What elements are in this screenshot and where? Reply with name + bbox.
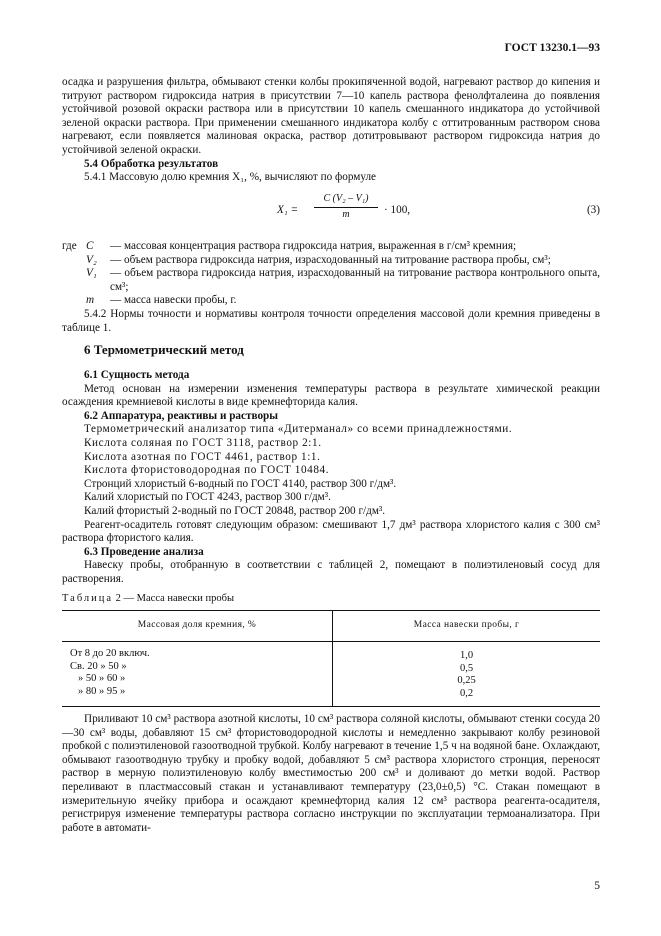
definition-row bbox=[62, 294, 600, 308]
heading-6-3: 6.3 Проведение анализа bbox=[84, 545, 204, 558]
definition-text: — масса навески пробы, г. bbox=[110, 294, 237, 307]
mass-value: 1,0 bbox=[459, 650, 474, 661]
definition-symbol: V₂ bbox=[86, 253, 97, 266]
reagent-paragraph: Реагент-осадитель готовят следующим образом: смешивают 1,7 дм³ раствора хлористого калия с 300 см³ раствора фтористого калия. bbox=[62, 518, 600, 545]
intro-block bbox=[62, 76, 600, 185]
formula-tail: · 100, bbox=[384, 204, 411, 216]
apparatus-item: Кислота азотная по ГОСТ 4461, раствор 1:1. bbox=[84, 450, 321, 463]
definition-where bbox=[62, 267, 86, 294]
table-header-row bbox=[62, 611, 600, 642]
formula-numerator: C (V₂ – V₁) bbox=[314, 192, 378, 208]
definition-row bbox=[62, 267, 600, 294]
heading-6-2: 6.2 Аппаратура, реактивы и растворы bbox=[84, 409, 278, 422]
definition-row bbox=[62, 254, 600, 268]
formula-denominator: m bbox=[342, 208, 350, 220]
table-2-caption-rest: 2 — Масса навески пробы bbox=[115, 593, 235, 604]
definition-where: где bbox=[62, 240, 77, 252]
table-2-caption bbox=[62, 592, 234, 606]
table-2 bbox=[62, 610, 600, 707]
mass-value: 0,2 bbox=[459, 687, 474, 699]
mass-value: 0,5 bbox=[459, 662, 474, 674]
definition-text: — массовая концентрация раствора гидроксида натрия, выраженная в г/см³ кремния; bbox=[110, 240, 517, 252]
apparatus-item: Кислота фтористоводородная по ГОСТ 10484. bbox=[84, 464, 330, 477]
section-6 bbox=[62, 343, 600, 357]
document-code: ГОСТ 13230.1—93 bbox=[504, 42, 600, 54]
paragraph-6-1: Метод основан на измерении изменения температуры раствора в результате химической реакции осаждения кремниевой кислоты в виде кремнефторида калия. bbox=[62, 382, 600, 409]
table-row bbox=[62, 642, 600, 707]
formula-definitions bbox=[62, 240, 600, 335]
column-header: Массовая доля кремния, % bbox=[62, 611, 333, 642]
apparatus-item: Калий хлористый по ГОСТ 4243, раствор 300 г/дм³. bbox=[84, 491, 331, 504]
range-value: Св. 20 » 50 » bbox=[70, 660, 127, 672]
definition-where bbox=[62, 294, 86, 308]
column-header: Масса навески пробы, г bbox=[333, 611, 601, 642]
definition-symbol: m bbox=[86, 294, 95, 307]
apparatus-item: Калий фтористый 2-водный по ГОСТ 20848, раствор 200 г/дм³. bbox=[84, 504, 386, 517]
definition-symbol: V₁ bbox=[86, 267, 97, 280]
page-number: 5 bbox=[594, 880, 600, 892]
final-paragraph: Приливают 10 см³ раствора азотной кислоты, 10 см³ раствора соляной кислоты, обмывают стенки сосуда 20—30 см³ воды, добавляют 15 см³ фтористоводородной кислоты и немедленно закрывают колбу резиновой пробкой с полиэтиленовой газоотводной трубкой. Колбу нагревают в течение 1,5 ч на водяной бане. Охлаждают, обмывают газоотводную трубку и пробку водой, добавляют 5 см³ раствора хлористого стронция, переносят раствор в мерную полиэтиленовую колбу вместимостью 200 см³ и доливают до метки водой. Раствор переливают в пластмассовый стакан и устанавливают температуру (23,0±0,5) °С. Стакан помещают в измерительную ячейку прибора и осаждают кремнефторид калия 12 см³ раствора реагента-осадителя, регистрируя изменение температуры раствора согласно инструкции по эксплуатации термоанализатора. При работе в автомати- bbox=[62, 713, 600, 834]
mass-cell bbox=[333, 642, 601, 707]
section-6-body bbox=[62, 369, 600, 587]
formula-number: (3) bbox=[586, 204, 600, 216]
paragraph-5-4-1: 5.4.1 Массовую долю кремния X₁, %, вычисляют по формуле bbox=[84, 171, 376, 184]
section-6-title: 6 Термометрический метод bbox=[84, 342, 244, 357]
intro-paragraph: осадка и разрушения фильтра, обмывают стенки колбы прокипяченной водой, нагревают раствор до кипения и титруют раствором гидроксида натрия в присутствии 7—10 капель раствора фенолфталеина до появления устойчивой розовой окраски раствора или в присутствии 10 капель смешанного индикатора до устойчивой зеленой окраски раствора. При применении смешанного индикатора колбу с оттитрованным раствором снова нагревают, если появляется малиновая окраска, раствор дотитровывают раствором гидроксида натрия до устойчивой зеленой окраски. bbox=[62, 76, 600, 156]
definition-symbol: C bbox=[86, 240, 94, 252]
definition-where bbox=[62, 254, 86, 268]
formula-fraction bbox=[314, 192, 378, 221]
formula-lhs: X₁ = bbox=[277, 204, 299, 216]
range-value: От 8 до 20 включ. bbox=[70, 648, 150, 659]
apparatus-item: Термометрический анализатор типа «Дитерманал» со всеми принадлежностями. bbox=[84, 423, 513, 436]
paragraph-6-3: Навеску пробы, отобранную в соответствии с таблицей 2, помещают в полиэтиленовый сосуд для растворения. bbox=[62, 559, 600, 585]
range-cell bbox=[62, 642, 333, 707]
mass-value: 0,25 bbox=[457, 675, 476, 686]
heading-5-4: 5.4 Обработка результатов bbox=[84, 157, 219, 170]
range-value: » 80 » 95 » bbox=[78, 685, 126, 697]
definition-text: — объем раствора гидроксида натрия, израсходованный на титрование раствора пробы, см³; bbox=[110, 253, 551, 266]
apparatus-item: Кислота соляная по ГОСТ 3118, раствор 2:1. bbox=[84, 436, 322, 449]
apparatus-item: Стронций хлористый 6-водный по ГОСТ 4140, раствор 300 г/дм³. bbox=[84, 477, 397, 490]
range-value: » 50 » 60 » bbox=[78, 673, 126, 684]
paragraph-5-4-2: 5.4.2 Нормы точности и нормативы контроля точности определения массовой доли кремния приведены в таблице 1. bbox=[62, 307, 600, 334]
table-2-caption-word: Таблица bbox=[62, 593, 114, 604]
definition-row bbox=[62, 240, 600, 254]
formula-3 bbox=[62, 190, 600, 230]
definition-text: — объем раствора гидроксида натрия, израсходованный на титрование раствора контрольного опыта, см³; bbox=[110, 267, 600, 293]
final-block bbox=[62, 713, 600, 835]
heading-6-1: 6.1 Сущность метода bbox=[84, 369, 190, 381]
document-page bbox=[62, 0, 600, 936]
